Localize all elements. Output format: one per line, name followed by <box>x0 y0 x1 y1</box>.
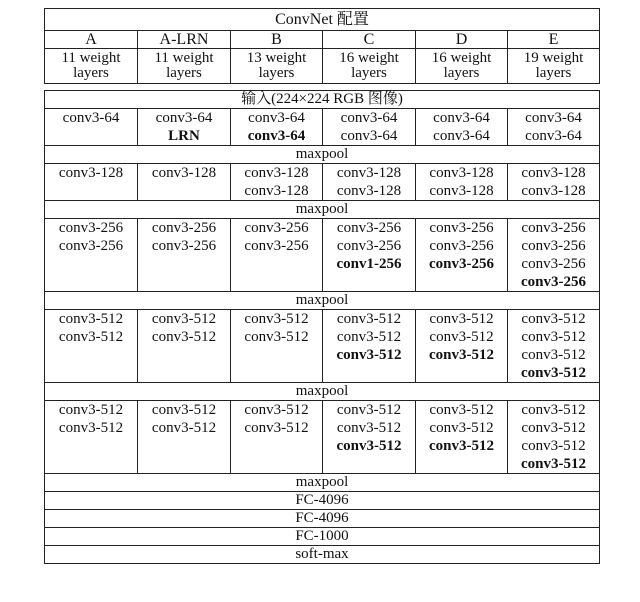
column-desc-a <box>45 49 138 84</box>
layer-entry: conv3-512 <box>336 420 402 436</box>
layer-entry: conv3-512 <box>336 438 402 454</box>
layer-cell-c <box>323 219 416 292</box>
maxpool-label-row <box>45 292 600 310</box>
column-desc-line: layers <box>258 65 295 81</box>
column-desc-d <box>416 49 508 84</box>
layer-block-row <box>45 109 600 146</box>
layer-entry: conv3-512 <box>429 311 494 327</box>
layer-entry: conv3-256 <box>521 256 586 272</box>
layer-entry: conv3-256 <box>336 238 402 254</box>
layer-cell-d <box>416 219 508 292</box>
layer-entry: conv3-512 <box>429 420 494 436</box>
column-desc-line: layers <box>166 65 202 81</box>
layer-cell-b <box>231 164 323 201</box>
layer-block-row <box>45 164 600 201</box>
layer-cell-c <box>323 401 416 474</box>
layer-cell-a-lrn <box>138 401 231 474</box>
layer-entry: conv3-512 <box>336 329 402 345</box>
maxpool-label-row <box>45 201 600 219</box>
layer-entry: conv3-512 <box>58 420 124 436</box>
column-desc-line: layers <box>535 65 572 81</box>
layer-entry: conv3-64 <box>525 128 582 144</box>
tail-layer-label: soft-max <box>45 546 600 564</box>
layer-entry: conv3-64 <box>247 128 306 144</box>
table-title: ConvNet 配置 <box>45 9 600 31</box>
maxpool-label-row <box>45 383 600 401</box>
column-desc-c <box>323 49 416 84</box>
tail-layer-label-row <box>45 528 600 546</box>
tail-layer-label-row <box>45 546 600 564</box>
layer-entry: conv3-256 <box>521 220 586 236</box>
layer-entry: conv3-64 <box>340 128 398 144</box>
layer-entry: conv3-512 <box>244 311 309 327</box>
layer-cell-a <box>45 164 138 201</box>
input-label: 输入(224×224 RGB 图像) <box>45 91 600 109</box>
layer-entry: conv3-64 <box>248 110 305 126</box>
maxpool-label: maxpool <box>45 292 600 310</box>
layer-entry: conv3-512 <box>521 347 586 363</box>
layer-entry: conv3-256 <box>151 220 217 236</box>
layer-entry: conv3-512 <box>58 329 124 345</box>
layer-entry: conv3-64 <box>340 110 398 126</box>
layer-entry: conv3-512 <box>244 329 309 345</box>
layer-entry: conv3-64 <box>62 110 120 126</box>
layer-entry: conv3-256 <box>58 238 124 254</box>
layer-cell-e <box>508 219 600 292</box>
layer-entry: conv3-128 <box>58 165 124 181</box>
column-desc-line: layers <box>73 65 109 81</box>
layer-entry: conv3-512 <box>429 402 494 418</box>
layer-entry: conv3-128 <box>429 165 494 181</box>
maxpool-label: maxpool <box>45 201 600 219</box>
layer-entry: conv3-128 <box>244 165 309 181</box>
layer-entry: conv3-512 <box>521 402 586 418</box>
layer-entry: conv3-128 <box>521 165 586 181</box>
layer-entry: conv3-512 <box>521 311 586 327</box>
maxpool-label: maxpool <box>45 146 600 164</box>
layer-entry: conv3-512 <box>151 311 217 327</box>
layer-entry: conv3-128 <box>336 165 402 181</box>
layer-cell-c <box>323 109 416 146</box>
layer-cell-e <box>508 401 600 474</box>
layer-entry: conv3-128 <box>336 183 402 199</box>
maxpool-label: maxpool <box>45 474 600 492</box>
layer-cell-a-lrn <box>138 310 231 383</box>
layer-entry: conv1-256 <box>336 256 402 272</box>
column-desc-line: 16 weight <box>339 50 399 66</box>
gap-cell <box>45 84 600 91</box>
layer-entry: conv3-256 <box>244 220 309 236</box>
layer-block-row <box>45 310 600 383</box>
layer-cell-b <box>231 109 323 146</box>
layer-cell-c <box>323 164 416 201</box>
column-desc-line: 19 weight <box>523 50 584 66</box>
layer-entry: conv3-64 <box>433 128 490 144</box>
layer-cell-b <box>231 219 323 292</box>
maxpool-label-row <box>45 474 600 492</box>
column-desc-line: 11 weight <box>61 50 121 66</box>
layer-entry: LRN <box>168 128 200 144</box>
layer-entry: conv3-128 <box>429 183 494 199</box>
column-desc-line: 16 weight <box>431 50 492 66</box>
tail-layer-label: FC-4096 <box>45 492 600 510</box>
layer-cell-b <box>231 401 323 474</box>
layer-entry: conv3-512 <box>151 329 217 345</box>
layer-cell-e <box>508 310 600 383</box>
column-desc-line: 11 weight <box>154 50 214 66</box>
layer-entry: conv3-512 <box>429 347 494 363</box>
column-id-a-lrn: A-LRN <box>138 31 231 49</box>
layer-cell-d <box>416 109 508 146</box>
column-desc-row <box>45 49 600 84</box>
convnet-config-table-wrapper <box>44 8 599 564</box>
column-desc-a-lrn <box>138 49 231 84</box>
layer-entry: conv3-512 <box>521 456 586 472</box>
tail-layer-label-row <box>45 492 600 510</box>
table-gap <box>45 84 600 91</box>
layer-entry: conv3-64 <box>525 110 582 126</box>
maxpool-label-row <box>45 146 600 164</box>
layer-entry: conv3-512 <box>244 420 309 436</box>
layer-entry: conv3-256 <box>151 238 217 254</box>
layer-entry: conv3-256 <box>58 220 124 236</box>
layer-entry: conv3-512 <box>58 311 124 327</box>
layer-entry: conv3-512 <box>336 311 402 327</box>
layer-entry: conv3-512 <box>429 438 494 454</box>
layer-entry: conv3-512 <box>521 438 586 454</box>
tail-layer-label: FC-4096 <box>45 510 600 528</box>
column-desc-line: layers <box>351 65 387 81</box>
layer-block-row <box>45 401 600 474</box>
layer-cell-a-lrn <box>138 219 231 292</box>
layer-entry: conv3-128 <box>521 183 586 199</box>
layer-entry: conv3-64 <box>433 110 490 126</box>
layer-entry: conv3-512 <box>58 402 124 418</box>
column-desc-line: layers <box>443 65 480 81</box>
maxpool-label: maxpool <box>45 383 600 401</box>
layer-cell-e <box>508 109 600 146</box>
tail-layer-label: FC-1000 <box>45 528 600 546</box>
column-id-d: D <box>416 31 508 49</box>
layer-cell-d <box>416 164 508 201</box>
layer-entry: conv3-256 <box>244 238 309 254</box>
column-id-c: C <box>323 31 416 49</box>
column-id-b: B <box>231 31 323 49</box>
column-desc-line: 13 weight <box>246 50 307 66</box>
layer-entry: conv3-256 <box>336 220 402 236</box>
layer-entry: conv3-512 <box>244 402 309 418</box>
layer-entry: conv3-512 <box>151 402 217 418</box>
layer-entry: conv3-64 <box>155 110 213 126</box>
layer-entry: conv3-512 <box>429 329 494 345</box>
layer-entry: conv3-512 <box>521 420 586 436</box>
layer-entry: conv3-512 <box>336 402 402 418</box>
layer-entry: conv3-256 <box>521 238 586 254</box>
layer-block-row <box>45 219 600 292</box>
column-desc-b <box>231 49 323 84</box>
column-id-a: A <box>45 31 138 49</box>
layer-cell-d <box>416 401 508 474</box>
column-id-e: E <box>508 31 600 49</box>
layer-cell-a <box>45 310 138 383</box>
layer-cell-b <box>231 310 323 383</box>
layer-entry: conv3-512 <box>521 365 586 381</box>
layer-cell-a-lrn <box>138 164 231 201</box>
column-id-row <box>45 31 600 49</box>
layer-entry: conv3-512 <box>151 420 217 436</box>
layer-cell-a-lrn <box>138 109 231 146</box>
layer-cell-a <box>45 219 138 292</box>
tail-layer-label-row <box>45 510 600 528</box>
layer-entry: conv3-128 <box>151 165 217 181</box>
layer-entry: conv3-512 <box>336 347 402 363</box>
column-desc-e <box>508 49 600 84</box>
layer-entry: conv3-512 <box>521 329 586 345</box>
layer-entry: conv3-128 <box>244 183 309 199</box>
layer-cell-a <box>45 401 138 474</box>
layer-entry: conv3-256 <box>429 220 494 236</box>
layer-cell-a <box>45 109 138 146</box>
layer-cell-d <box>416 310 508 383</box>
layer-cell-e <box>508 164 600 201</box>
layer-cell-c <box>323 310 416 383</box>
table-title-row <box>45 9 600 31</box>
layer-entry: conv3-256 <box>429 238 494 254</box>
layer-entry: conv3-256 <box>521 274 586 290</box>
input-label-row <box>45 91 600 109</box>
layer-entry: conv3-256 <box>429 256 494 272</box>
convnet-config-table <box>44 8 600 564</box>
